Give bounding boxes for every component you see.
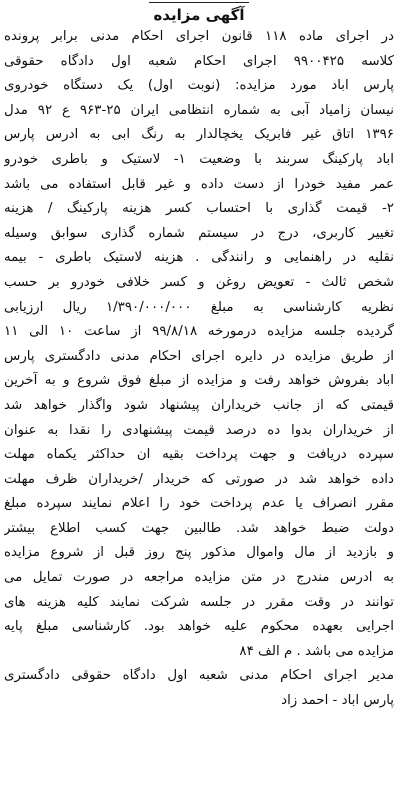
- notice-body: [4, 25, 394, 714]
- notice-line: گردیده جلسه مزایده درمورخه ۹۹/۸/۱۸ از ساعت ۱۰ الی ۱۱: [4, 324, 394, 340]
- notice-line: قیمتی که از جانب خریداران پیشنهاد شود واگذار خواهد شد: [4, 397, 394, 413]
- notice-line: اباد بفروش خواهد رفت و مزایده از مبلغ فوق شروع و به آخرین: [4, 373, 394, 389]
- notice-line: شخص ثالث - تعویض روغن و کسر خلافی خودرو بر حسب: [4, 274, 394, 290]
- notice-line: دولت ضبط خواهد شد. طالبین جهت کسب اطلاع بیشتر: [4, 520, 394, 536]
- notice-title: آگهی مزایده: [153, 6, 245, 24]
- notice-line: نیسان زامیاد آبی به شماره انتظامی ایران ۲۵-۹۶۳ ع ۹۲ مدل: [4, 102, 394, 118]
- notice-line: به ادرس مندرج در متن مزایده مراجعه در صورت تمایل می: [4, 570, 394, 586]
- notice-line: ۱۳۹۶ اتاق غیر فابریک یخچالدار به رنگ ابی به ادرس پارس: [4, 127, 394, 143]
- notice-line: و بازدید از مال واموال مذکور پنج روز قبل از شروع مزایده: [4, 545, 394, 561]
- notice-line: نظریه کارشناسی به مبلغ ۱/۳۹۰/۰۰۰/۰۰۰ ریال ارزیابی: [4, 299, 394, 315]
- notice-line: عمر مفید خودرا از دست داده و غیر قابل استفاده می باشد: [4, 176, 394, 192]
- notice-line: تغییر کاربری، درج در سیستم شماره گذاری سوابق وسیله: [4, 225, 394, 241]
- notice-line: اجرایی بعهده محکوم علیه خواهد بود. کارشناسی مبلغ پایه: [4, 619, 394, 635]
- notice-line: پارس اباد مورد مزایده: (نوبت اول) یک دستگاه خودروی: [4, 78, 394, 94]
- notice-line: سپرده دریافت و جهت پرداخت بقیه ان حداکثر یکماه مهلت: [4, 447, 394, 463]
- top-divider: [149, 2, 249, 3]
- notice-line: مزایده می باشد . م الف ۸۴: [239, 643, 394, 659]
- notice-line: اباد پارکینگ سربند با وضعیت ۱- لاستیک و باطری خودرو: [4, 151, 394, 167]
- notice-line: از خریداران بدوا ده درصد قیمت پیشنهادی را نقدا به عنوان: [4, 422, 394, 438]
- notice-line: کلاسه ۹۹۰۰۴۲۵ اجرای احکام شعبه اول دادگاه حقوقی: [4, 53, 394, 69]
- signature-line: پارس اباد - احمد زاد: [281, 693, 394, 709]
- notice-line: نقلیه در راهنمایی و رانندگی . هزینه لاستیک باطری - بیمه: [4, 250, 394, 266]
- auction-notice: [4, 2, 394, 795]
- notice-line: داده خواهد شد در صورتی که خریدار /خریداران ظرف مهلت: [4, 471, 394, 487]
- notice-line: توانند در وقت مقرر در جلسه شرکت نمایند کلیه هزینه های: [4, 594, 394, 610]
- notice-line: ۲- قیمت گذاری با احتساب کسر هزینه پارکینگ / هزینه: [4, 201, 394, 217]
- notice-line: مقرر انصراف یا عدم پرداخت خود را اعلام نمایند سپرده مبلغ: [4, 496, 394, 512]
- notice-line: در اجرای ماده ۱۱۸ قانون اجرای احکام مدنی برابر پرونده: [4, 29, 394, 44]
- notice-line: از طریق مزایده در دایره اجرای احکام مدنی دادگستری پارس: [4, 348, 394, 364]
- signature-line: مدیر اجرای احکام مدنی شعبه اول دادگاه حقوقی دادگستری: [4, 668, 394, 684]
